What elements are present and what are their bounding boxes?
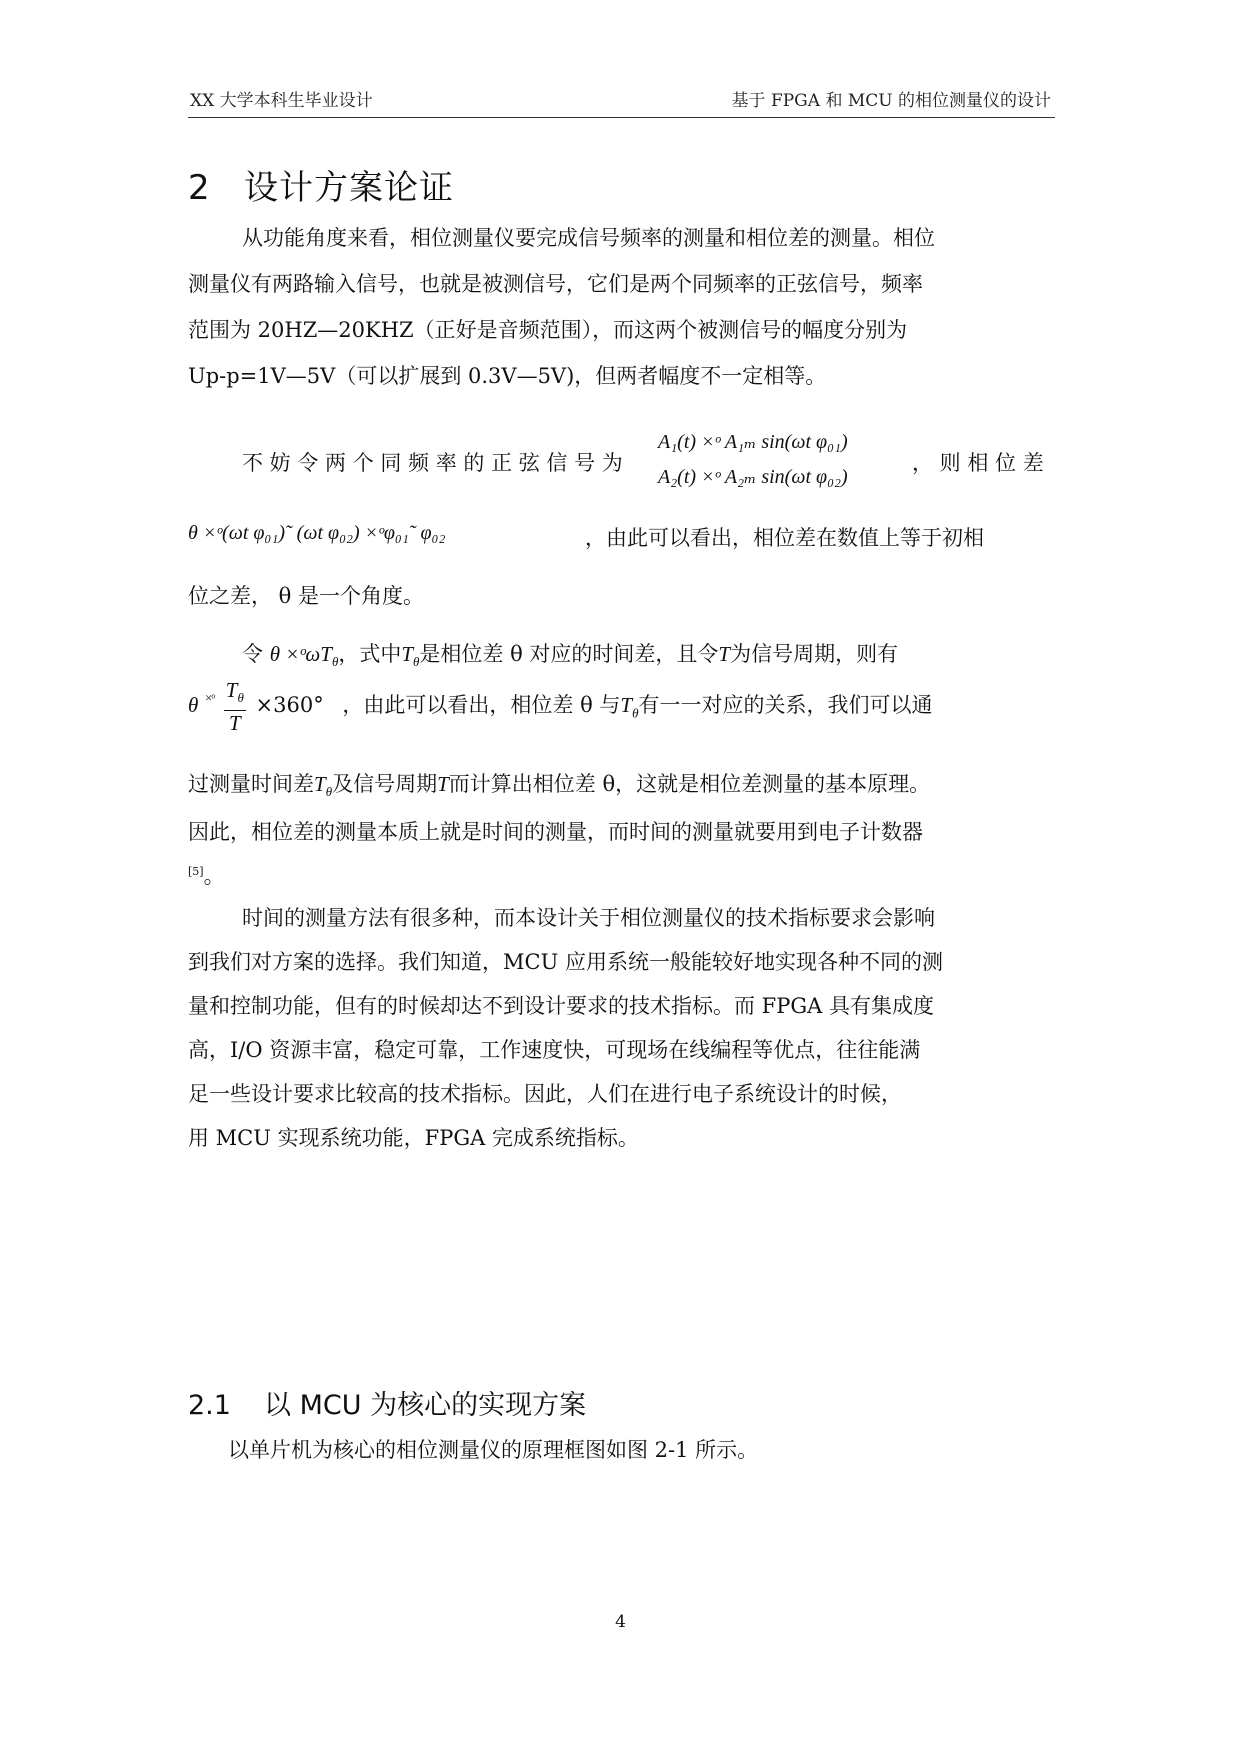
symbol-t-theta: T xyxy=(401,642,414,666)
para2-lead: 不 妨 令 两 个 同 频 率 的 正 弦 信 号 为 xyxy=(242,451,623,475)
running-header-left: XX 大学本科生毕业设计 xyxy=(190,91,373,111)
subsection-number: 2.1 xyxy=(188,1390,231,1421)
times-360: ×360° xyxy=(255,693,324,718)
para3-line2: θ $^{\times ᵒ}$ $\frac{T_\theta}{T}$ ×360° ，由此可以看出，相位差 θ 与$T_\theta$有一一对应的关系，我们可以通 xyxy=(188,678,933,736)
para3-l1-b: ，式中 xyxy=(338,642,402,666)
para4-line1: 时间的测量方法有很多种，而本设计关于相位测量仪的技术指标要求会影响 xyxy=(242,906,935,930)
para5: 以单片机为核心的相位测量仪的原理框图如图 2-1 所示。 xyxy=(228,1438,759,1462)
para4-line4: 高，I/O 资源丰富，稳定可靠，工作速度快，可现场在线编程等优点，往往能满 xyxy=(188,1038,921,1062)
subscript-theta: θ xyxy=(331,654,339,670)
section-heading xyxy=(188,160,454,209)
para4-line6: 用 MCU 实现系统功能，FPGA 完成系统指标。 xyxy=(188,1126,639,1150)
running-header-right: 基于 FPGA 和 MCU 的相位测量仪的设计 xyxy=(731,91,1051,111)
para4-line5: 足一些设计要求比较高的技术指标。因此，人们在进行电子系统设计的时候， xyxy=(188,1082,902,1106)
subsection-heading xyxy=(188,1383,586,1422)
theta-symbol: θ xyxy=(188,693,199,718)
para3-line1: 令 θ ×ᵒωT$_\theta$，式中$T_\theta$是相位差 θ 对应的时间差，且令T为信号周期，则有 xyxy=(242,642,899,670)
para3-l2-text2: 有一一对应的关系，我们可以通 xyxy=(638,693,933,718)
fraction-t-theta-over-t: $\frac{T_\theta}{T}$ xyxy=(225,678,244,736)
para3-line4: 因此，相位差的测量本质上就是时间的测量，而时间的测量就要用到电子计数器 xyxy=(188,820,923,844)
page-number: 4 xyxy=(615,1612,626,1632)
section-title: 设计方案论证 xyxy=(244,168,454,208)
para1-line2: 测量仪有两路输入信号，也就是被测信号，它们是两个同频率的正弦信号，频率 xyxy=(188,272,923,296)
fraction-denominator: T xyxy=(228,711,241,736)
para4-line3: 量和控制功能，但有的时候却达不到设计要求的技术指标。而 FPGA 具有集成度 xyxy=(188,994,934,1018)
para1-line1: 从功能角度来看，相位测量仪要完成信号频率的测量和相位差的测量。相位 xyxy=(242,226,935,250)
para3-l1-c: 是相位差 θ 对应的时间差，且令 xyxy=(419,642,719,666)
symbol-t: T xyxy=(718,642,731,666)
citation: [5] xyxy=(188,865,204,878)
para4-line2: 到我们对方案的选择。我们知道，MCU 应用系统一般能较好地实现各种不同的测 xyxy=(188,950,943,974)
para3-l3-b: 及信号周期 xyxy=(332,772,438,796)
para3-l3-c: 而计算出相位差 θ，这就是相位差测量的基本原理。 xyxy=(448,772,931,796)
para2-tail: ， 则 相 位 差 xyxy=(912,451,1044,475)
equation-a2: A₂(t) ×ᵒ A₂ₘ sin(ωt φ₀₂) xyxy=(658,466,848,488)
section-number: 2 xyxy=(188,168,211,208)
equation-theta-omega: θ ×ᵒωT xyxy=(269,642,332,666)
para3-l1-d: 为信号周期，则有 xyxy=(730,642,899,666)
equation-theta: θ ×ᵒ(ωt φ₀₁)˜ (ωt φ₀₂) ×ᵒφ₀₁˜ φ₀₂ xyxy=(188,522,446,544)
para3-l5: 。 xyxy=(203,864,225,888)
para2-line2-text: ，由此可以看出，相位差在数值上等于初相 xyxy=(585,526,984,550)
equation-a1: A₁(t) ×ᵒ A₁ₘ sin(ωt φ₀₁) xyxy=(658,431,848,453)
para2-line3: 位之差， θ 是一个角度。 xyxy=(188,584,424,608)
para1-line4: Up-p=1V—5V（可以扩展到 0.3V—5V)，但两者幅度不一定相等。 xyxy=(188,364,827,388)
para1-line3: 范围为 20HZ—20KHZ（正好是音频范围），而这两个被测信号的幅度分别为 xyxy=(188,318,908,342)
para3-l1-a: 令 xyxy=(242,642,263,666)
para3-line3: 过测量时间差$T_\theta$及信号周期T而计算出相位差 θ，这就是相位差测量的基本原理。 xyxy=(188,772,931,800)
para3-l2-text: ，由此可以看出，相位差 θ 与 xyxy=(342,693,621,718)
para3-l3-a: 过测量时间差 xyxy=(188,772,314,796)
para3-line5 xyxy=(188,860,225,890)
subsection-title: 以 MCU 为核心的实现方案 xyxy=(264,1390,587,1421)
header-rule xyxy=(188,117,1055,118)
fraction-numerator: T xyxy=(225,678,238,702)
